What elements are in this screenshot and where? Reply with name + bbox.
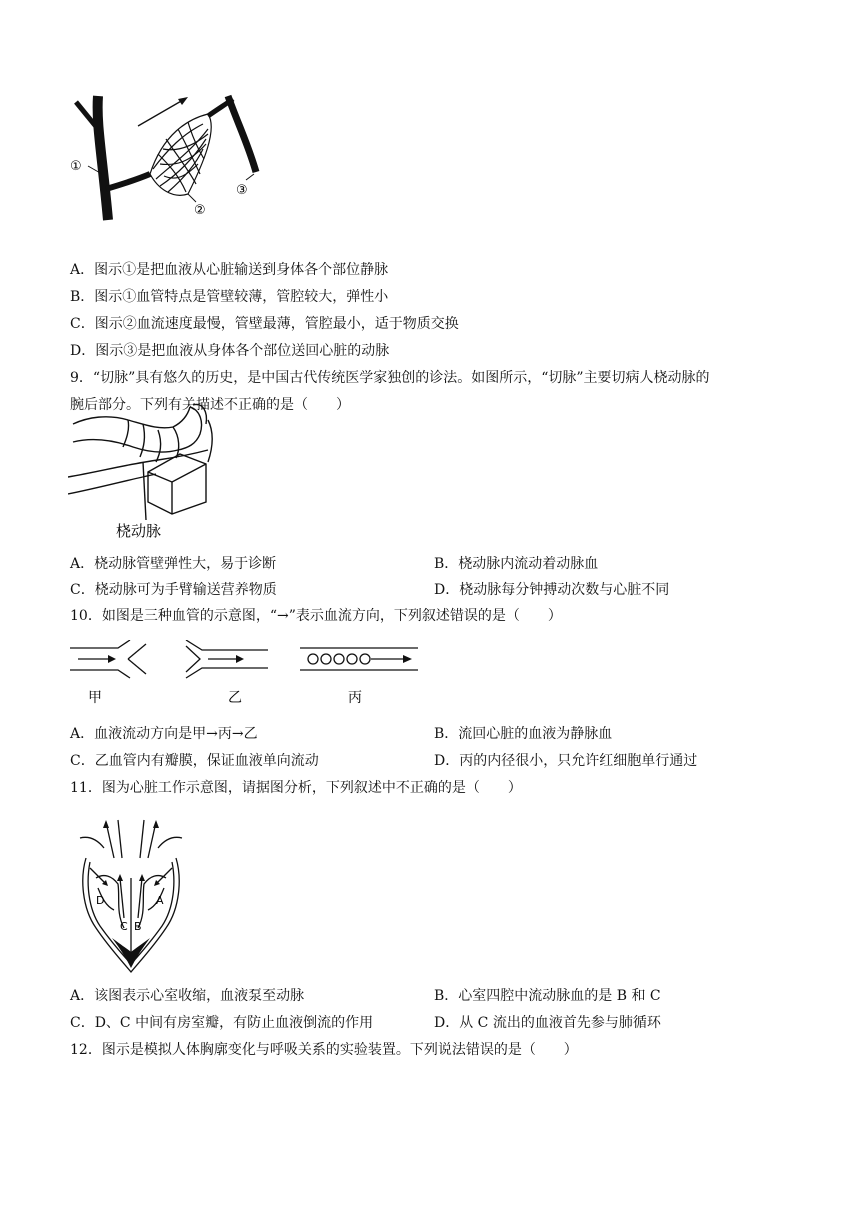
q9-stem-line2: 腕后部分。下列有关描述不正确的是（ ）: [70, 397, 350, 413]
q8-vessel-figure: [68, 94, 268, 224]
q10-option-a: A．血液流动方向是甲→丙→乙: [70, 726, 258, 742]
q10-label-bing: 丙: [348, 690, 362, 706]
q10-option-b: B．流回心脏的血液为静脉血: [434, 726, 613, 742]
q11-label-a: A: [156, 894, 164, 907]
q9-option-b: B．桡动脉内流动着动脉血: [434, 556, 599, 572]
q10-vessels-figure: [68, 640, 420, 710]
q8-option-d: D．图示③是把血液从身体各个部位送回心脏的动脉: [70, 343, 390, 359]
q8-option-b: B．图示①血管特点是管壁较薄，管腔较大，弹性小: [70, 289, 389, 305]
q8-label-3: ③: [236, 183, 248, 198]
q8-label-1: ①: [70, 159, 82, 174]
q8-option-c: C．图示②血流速度最慢，管壁最薄，管腔最小，适于物质交换: [70, 316, 459, 332]
q9-stem-line1: 9．“切脉”具有悠久的历史，是中国古代传统医学家独创的诊法。如图所示，“切脉”主要切病人桡动脉的: [70, 370, 710, 386]
q9-option-d: D．桡动脉每分钟搏动次数与心脏不同: [434, 582, 670, 598]
q11-heart-figure: [76, 818, 186, 976]
q12-stem: 12．图示是模拟人体胸廓变化与呼吸关系的实验装置。下列说法错误的是（ ）: [70, 1042, 578, 1058]
q9-option-a: A．桡动脉管壁弹性大，易于诊断: [70, 556, 277, 572]
q11-label-b: B: [134, 920, 142, 933]
q10-label-yi: 乙: [228, 690, 242, 706]
q10-option-d: D．丙的内径很小，只允许红细胞单行通过: [434, 753, 698, 769]
q11-stem: 11．图为心脏工作示意图，请据图分析，下列叙述中不正确的是（ ）: [70, 780, 522, 796]
q9-caption: 桡动脉: [116, 522, 162, 540]
q11-label-c: C: [120, 920, 128, 933]
q11-label-d: D: [96, 894, 105, 907]
q9-pulse-figure: [68, 402, 218, 544]
q11-option-d: D．从 C 流出的血液首先参与肺循环: [434, 1015, 661, 1031]
q10-label-jia: 甲: [88, 690, 102, 706]
q8-label-2: ②: [194, 203, 206, 218]
q11-option-b: B．心室四腔中流动脉血的是 B 和 C: [434, 988, 661, 1004]
q8-option-a: A．图示①是把血液从心脏输送到身体各个部位静脉: [70, 262, 389, 278]
q11-option-a: A．该图表示心室收缩，血液泵至动脉: [70, 988, 305, 1004]
q10-stem: 10．如图是三种血管的示意图，“→”表示血流方向，下列叙述错误的是（ ）: [70, 608, 562, 624]
q11-option-c: C．D、C 中间有房室瓣，有防止血液倒流的作用: [70, 1015, 374, 1031]
q10-option-c: C．乙血管内有瓣膜，保证血液单向流动: [70, 753, 319, 769]
q9-option-c: C．桡动脉可为手臂输送营养物质: [70, 582, 277, 598]
